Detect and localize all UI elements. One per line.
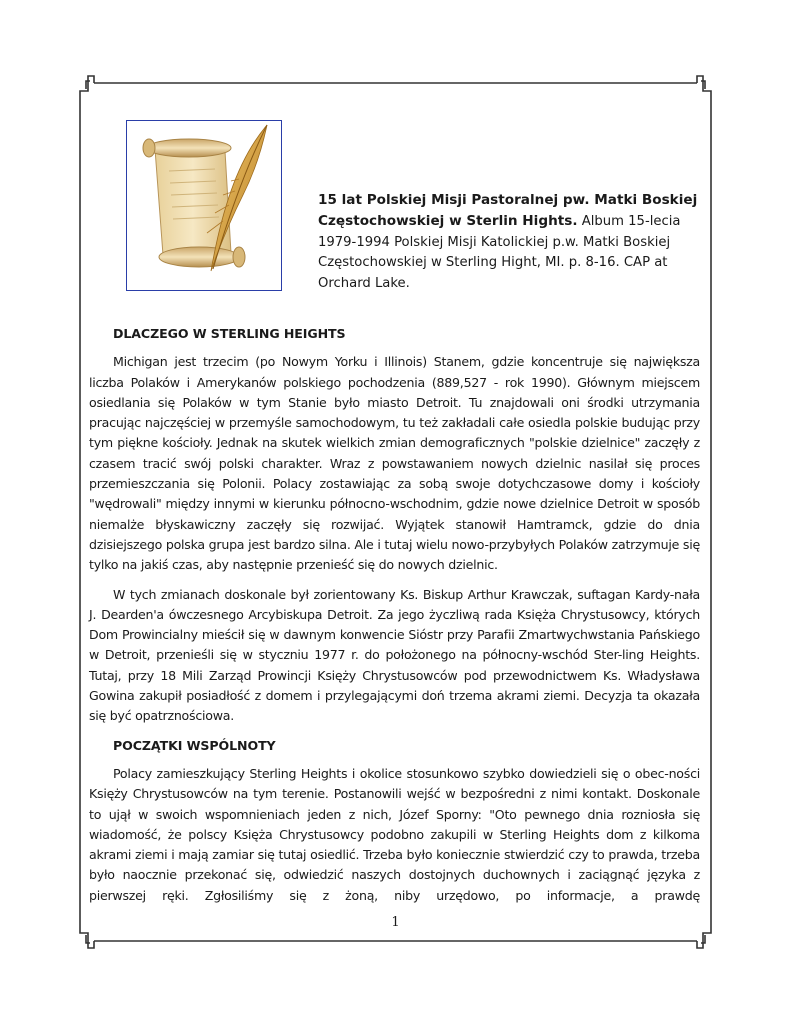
article-body	[89, 324, 700, 915]
section-heading: DLACZEGO W STERLING HEIGHTS	[113, 326, 346, 341]
paragraph: Michigan jest trzecim (po Nowym Yorku i Illinois) Stanem, gdzie koncentruje się największa liczba Polaków i Amerykanów polskiego pochodzenia (889,527 - rok 1990). Głównym miejscem osiedlania się Polaków w tym Stanie było miasto Detroit. Tu znajdowali oni środki utrzymania pracując najczęściej w przemyśle samochodowym, tu też zakładali całe osiedla polskie budując przy tym piękne kościoły. Jednak na skutek wielkich zmian demograficznych "polskie dzielnice" zaczęły z czasem tracić swój polski charakter. Wraz z powstawaniem nowych dzielnic nasilał się proces przemieszczania się Polonii. Polacy zostawiając za sobą swoje dotychczasowe domy i kościoły "wędrowali" między innymi w kierunku północno-wschodnim, gdzie nowe dzielnice Detroit w sposób niemalże błyskawiczny zaczęły się rozwijać. Wyjątek stanowił Hamtramck, gdzie do dnia dzisiejszego polska grupa jest bardzo silna. Ale i tutaj wielu nowo-przybyłych Polaków zatrzymuje się tylko na jakiś czas, aby następnie przenieść się do nowych dzielnic.	[89, 354, 700, 573]
section-heading: POCZĄTKI WSPÓLNOTY	[113, 737, 276, 753]
paragraph: W tych zmianach doskonale był zorientowany Ks. Biskup Arthur Krawczak, suftagan Kardy-nała J. Dearden'a ówczesnego Arcybiskupa Detroit. Za jego życzliwą rada Księża Chrystusowcy, których Dom Prowincialny mieścił się w dawnym konwencie Sióstr przy Parafii Zmartwychwstania Pańskiego w Detroit, przenieśli się w styczniu 1977 r. do położonego na północny-wschód Ster-ling Heights. Tutaj, przy 18 Mili Zarząd Prowincji Księży Chrystusowców pod przewodnictwem Ks. Władysława Gowina zakupił posiadłość z domem i przylegającymi doń trzema akrami ziemi. Decyzja ta okazała się być opatrznościowa.	[89, 586, 700, 724]
citation-details: Album 15-lecia 1979-1994 Polskiej Misji Katolickiej p.w. Matki Boskiej Częstochowskiej w Sterling Hight, MI. p. 8-16. CAP at Orchard Lake.	[318, 214, 681, 291]
scroll-quill-icon	[127, 121, 280, 289]
citation-title: 15 lat Polskiej Misji Pastoralnej pw. Matki Boskiej Częstochowskiej w Sterlin Hights.	[318, 192, 698, 230]
paragraph: Polacy zamieszkujący Sterling Heights i okolice stosunkowo szybko dowiedzieli się o obec-ności Księży Chrystusowców na tym terenie. Postanowili wejść w bezpośredni z nimi kontakt. Doskonale to ujął w swoich wspomnieniach jeden z nich, Józef Sporny: "Oto pewnego dnia rozniosła się wiadomość, że polscy Księża Chrystusowcy podobno zakupili w Sterling Heights dom z kilkoma akrami ziemi i mają zamiar się tutaj osiedlić. Trzeba było koniecznie stwierdzić czy to prawda, trzeba było naocznie przekonać się, odwiedzić naszych dostojnych duchownych i zaciągnąć języka z pierwszej ręki. Zgłosiliśmy się z żoną, niby urzędowo, po informacje, a prawdę	[89, 765, 700, 903]
scroll-quill-image	[126, 120, 282, 291]
page-number: 1	[391, 915, 400, 930]
bibliographic-citation	[318, 190, 718, 294]
